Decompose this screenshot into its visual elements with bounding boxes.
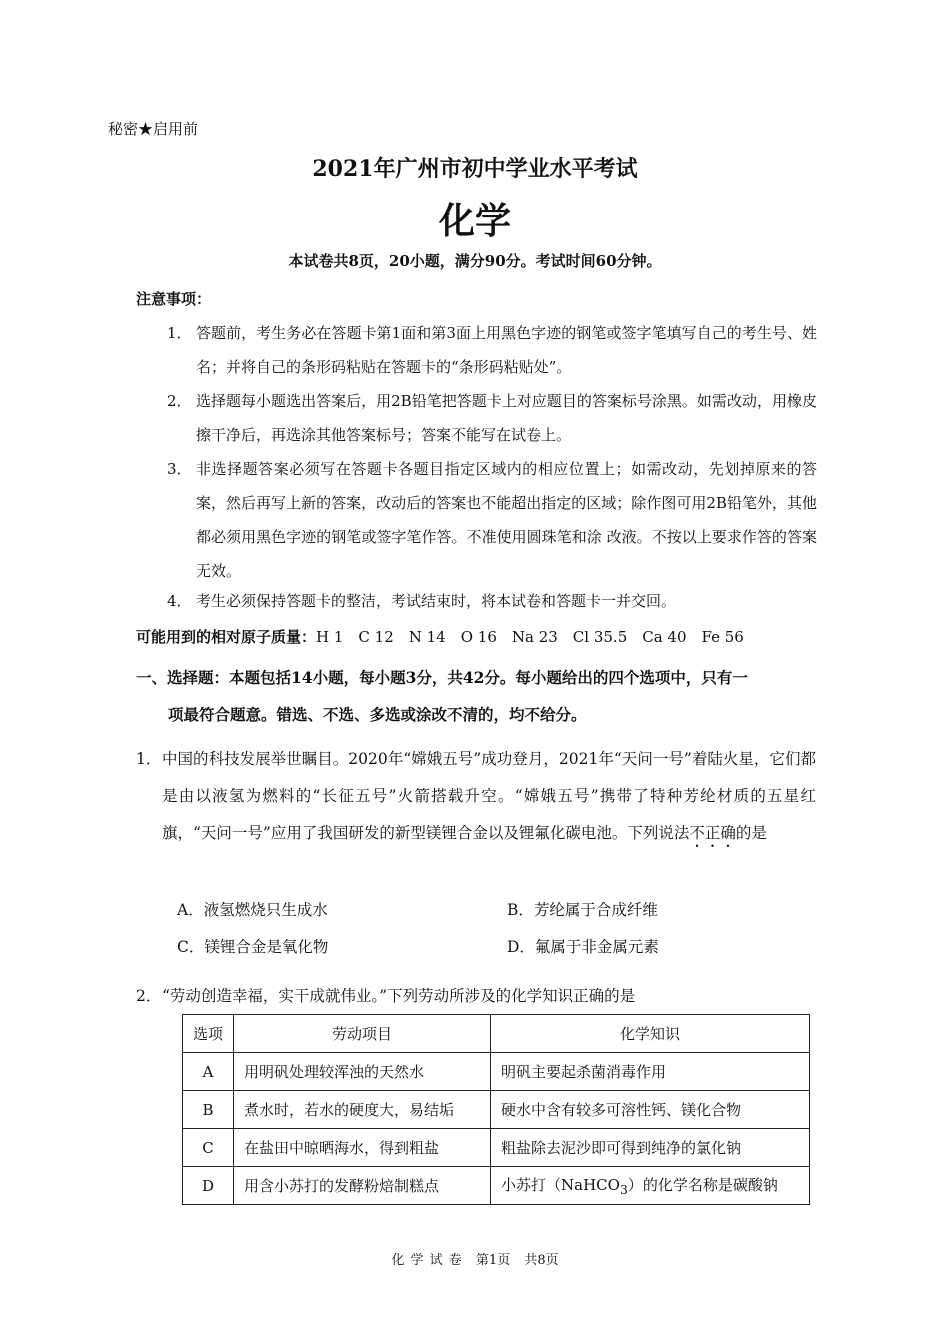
notice-text: 非选择题答案必须写在答题卡各题目指定区域内的相应位置上；如需改动，先划掉原来的答案，然后再写上新的答案，改动后的答案也不能超出指定的区域；除作图可用2B铅笔外，其他都必须用黑色字迹的钢笔或签字笔作答。不准使用圆珠笔和涂 改液。不按以上要求作答的答案无效。 <box>196 460 817 580</box>
exam-info: 本试卷共8页，20小题，满分90分。考试时间60分钟。 <box>288 252 662 270</box>
cell-option: D <box>183 1167 234 1205</box>
cell-labor: 用明矾处理较浑浊的天然水 <box>234 1053 491 1091</box>
cell-knowledge: 小苏打（NaHCO$_3$）的化学名称是碳酸钠 <box>491 1167 810 1205</box>
subscript: 3 <box>619 1182 628 1197</box>
cell-labor: 用含小苏打的发酵粉焙制糕点 <box>234 1167 491 1205</box>
table-header-row <box>183 1015 810 1053</box>
subject-title: 化学 <box>438 201 511 242</box>
option-c: C．镁锂合金是氧化物 <box>177 938 329 956</box>
notes-heading: 注意事项： <box>136 290 212 308</box>
table-row <box>183 1167 810 1205</box>
section-heading-line2: 项最符合题意。错选、不选、多选或涂改不清的，均不给分。 <box>168 705 587 724</box>
table-row <box>183 1129 810 1167</box>
notice-item <box>167 452 817 588</box>
question-stem: “劳动创造幸福，实干成就伟业。”下列劳动所涉及的化学知识正确的是 <box>162 987 636 1005</box>
notice-text: 选择题每小题选出答案后，用2B铅笔把答题卡上对应题目的答案标号涂黑。如需改动，用橡皮擦干净后，再选涂其他答案标号；答案不能写在试卷上。 <box>196 392 817 444</box>
notice-number: 1． <box>167 324 192 342</box>
atomic-masses <box>136 626 744 647</box>
question-2 <box>136 978 816 1015</box>
section-heading-line1: 一、选择题：本题包括14小题，每小题3分，共42分。每小题给出的四个选项中，只有一 <box>136 668 748 687</box>
footer-total: 共8页 <box>524 1253 559 1268</box>
question-number: 1． <box>136 750 162 768</box>
footer-page: 第1页 <box>475 1253 511 1268</box>
confidential-mark: 秘密★启用前 <box>108 120 199 138</box>
notice-number: 4． <box>167 592 192 610</box>
atomic-masses-values: H 1 C 12 N 14 O 16 Na 23 Cl 35.5 Ca 40 Fe 56 <box>316 628 744 646</box>
cell-labor: 在盐田中晾晒海水，得到粗盐 <box>234 1129 491 1167</box>
notice-number: 3． <box>167 460 192 478</box>
emphasis-text: 不正确 <box>689 824 736 842</box>
header-knowledge: 化学知识 <box>491 1015 810 1053</box>
cell-knowledge: 粗盐除去泥沙即可得到纯净的氯化钠 <box>491 1129 810 1167</box>
page-footer <box>0 1249 950 1268</box>
cell-knowledge: 明矾主要起杀菌消毒作用 <box>491 1053 810 1091</box>
question-stem: 中国的科技发展举世瞩目。2020年“嫦娥五号”成功登月，2021年“天问一号”着陆火星，它们都是由以液氢为燃料的“长征五号”火箭搭载升空。“嫦娥五号”携带了特种芳纶材质的五星红旗，“天问一号”应用了我国研发的新型镁锂合金以及锂氟化碳电池。下列说法不正确的是 <box>162 750 816 842</box>
footer-subject: 化 学 试 卷 <box>391 1253 462 1268</box>
option-b: B．芳纶属于合成纤维 <box>507 901 658 919</box>
cell-option: C <box>183 1129 234 1167</box>
atomic-masses-label: 可能用到的相对原子质量： <box>136 628 317 646</box>
header-option: 选项 <box>183 1015 234 1053</box>
answer-table <box>182 1014 810 1205</box>
notice-item <box>167 384 817 452</box>
question-number: 2． <box>136 987 162 1005</box>
option-d: D．氟属于非金属元素 <box>507 938 659 956</box>
header-labor: 劳动项目 <box>234 1015 491 1053</box>
cell-labor: 煮水时，若水的硬度大，易结垢 <box>234 1091 491 1129</box>
table-row <box>183 1091 810 1129</box>
option-a: A．液氢燃烧只生成水 <box>177 901 328 919</box>
notice-text: 答题前，考生务必在答题卡第1面和第3面上用黑色字迹的钢笔或签字笔填写自己的考生号、姓名；并将自己的条形码粘贴在答题卡的“条形码粘贴处”。 <box>196 324 817 376</box>
section-heading <box>136 659 816 733</box>
exam-title: 2021年广州市初中学业水平考试 <box>312 156 638 182</box>
cell-option: A <box>183 1053 234 1091</box>
table-row <box>183 1053 810 1091</box>
question-1 <box>136 741 816 852</box>
cell-option: B <box>183 1091 234 1129</box>
notice-text: 考生必须保持答题卡的整洁，考试结束时，将本试卷和答题卡一并交回。 <box>196 592 677 610</box>
notice-number: 2． <box>167 392 192 410</box>
cell-knowledge: 硬水中含有较多可溶性钙、镁化合物 <box>491 1091 810 1129</box>
notice-item <box>167 584 817 618</box>
notice-item <box>167 316 817 384</box>
